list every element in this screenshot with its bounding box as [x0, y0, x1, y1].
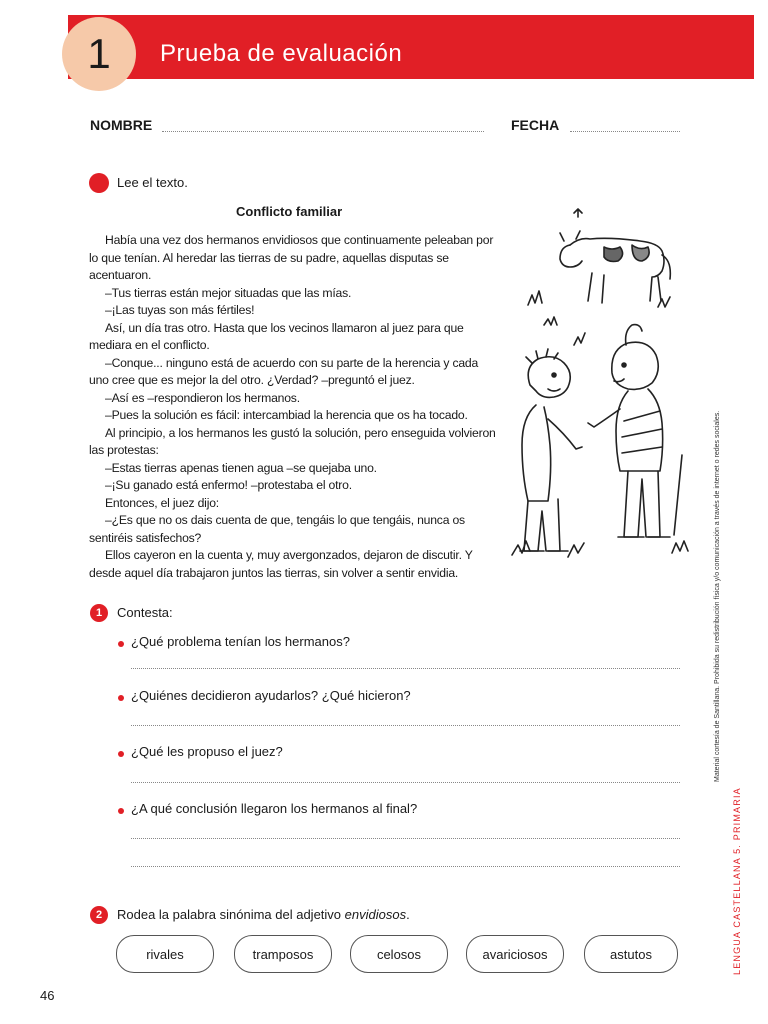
story-paragraph: –Estas tierras apenas tienen agua –se quejaba uno. — [105, 460, 377, 475]
question-bullet — [118, 695, 124, 701]
exercise-1-instruction: Contesta: — [117, 605, 173, 620]
unit-number-badge: 1 — [62, 17, 136, 91]
story-paragraph: Había una vez dos hermanos envidiosos que continuamente peleaban por lo que tenían. Al heredar las tierras de su padre, aquellas disputas se acentuaron. — [89, 233, 494, 282]
question-bullet — [118, 641, 124, 647]
option-chip[interactable]: astutos — [584, 935, 678, 973]
question-3: ¿Qué les propuso el juez? — [131, 744, 283, 759]
copyright-note: Material cortesía de Santillana. Prohibida su redistribución física y/o comunicación a través de internet o redes sociales. — [714, 410, 721, 782]
question-bullet — [118, 808, 124, 814]
story-paragraph: Al principio, a los hermanos les gustó la solución, pero enseguida volvieron las protestas: — [89, 425, 496, 457]
answer-line-4b[interactable] — [131, 866, 680, 867]
cow-drawing — [560, 209, 670, 303]
story-paragraph: Ellos cayeron en la cuenta y, muy avergonzados, dejaron de discutir. Y desde aquel día trabajaron juntos las tierras, sin volver a sentir envidia. — [89, 548, 473, 580]
answer-line-3[interactable] — [131, 782, 680, 783]
question-2: ¿Quiénes decidieron ayudarlos? ¿Qué hicieron? — [131, 688, 411, 703]
story-paragraph: Entonces, el juez dijo: — [105, 495, 219, 510]
story-paragraph: Así, un día tras otro. Hasta que los vecinos llamaron al juez para que mediara en el conflicto. — [89, 320, 464, 352]
page-title: Prueba de evaluación — [160, 40, 403, 67]
story-paragraph: –Conque... ninguno está de acuerdo con su parte de la herencia y cada uno cree que es mejor la del otro. ¿Verdad? –preguntó el juez. — [89, 355, 479, 387]
page-number: 46 — [40, 988, 55, 1003]
story-paragraph: –¡Su ganado está enfermo! –protestaba el otro. — [105, 478, 352, 492]
question-1: ¿Qué problema tenían los hermanos? — [131, 634, 350, 649]
story-paragraph: –Pues la solución es fácil: intercambiad la herencia que os ha tocado. — [105, 408, 468, 422]
instruction-suffix: . — [406, 907, 410, 922]
section-marker-dot — [89, 173, 109, 193]
date-field[interactable] — [570, 131, 680, 132]
brothers-arguing-illustration — [508, 205, 698, 575]
story-paragraph: –¡Las tuyas son más fértiles! — [105, 303, 255, 317]
story-paragraph: –¿Es que no os dais cuenta de que, tengáis lo que tengáis, nunca os sentiréis satisfechos? — [89, 513, 465, 545]
instruction-prefix: Rodea la palabra sinónima del adjetivo — [117, 907, 345, 922]
story-text — [89, 232, 499, 582]
story-paragraph: –Tus tierras están mejor situadas que las mías. — [105, 285, 352, 300]
option-chip[interactable]: avariciosos — [466, 935, 564, 973]
left-brother-drawing — [520, 349, 582, 551]
series-label: LENGUA CASTELLANA 5. PRIMARIA — [732, 787, 742, 975]
name-field[interactable] — [162, 131, 484, 132]
question-4: ¿A qué conclusión llegaron los hermanos al final? — [131, 801, 418, 816]
option-chip[interactable]: tramposos — [234, 935, 332, 973]
option-chip[interactable]: celosos — [350, 935, 448, 973]
right-brother-drawing — [588, 325, 682, 537]
story-title: Conflicto familiar — [236, 204, 343, 219]
instruction-emphasis: envidiosos — [344, 907, 407, 922]
date-label: FECHA — [511, 117, 560, 133]
exercise-1-number: 1 — [90, 604, 108, 622]
reading-instruction: Lee el texto. — [117, 175, 188, 190]
answer-line-1[interactable] — [131, 668, 680, 669]
answer-line-4a[interactable] — [131, 838, 680, 839]
option-chip[interactable]: rivales — [116, 935, 214, 973]
name-label: NOMBRE — [90, 117, 153, 133]
exercise-2-number: 2 — [90, 906, 108, 924]
question-bullet — [118, 751, 124, 757]
exercise-2-instruction — [117, 907, 410, 922]
story-paragraph: –Así es –respondieron los hermanos. — [105, 390, 300, 405]
answer-line-2[interactable] — [131, 725, 680, 726]
